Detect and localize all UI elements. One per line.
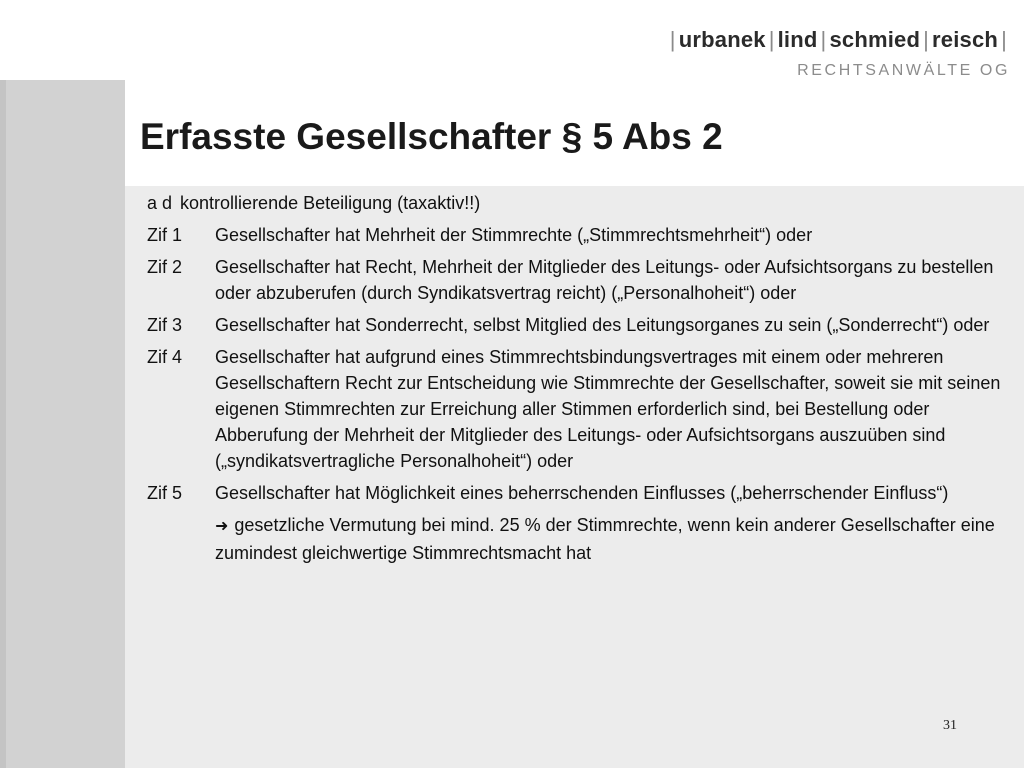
logo-separator: | (669, 27, 676, 52)
item-text: Gesellschafter hat Möglichkeit eines beherrschenden Einflusses („beherrschender Einfluss“) (215, 483, 949, 503)
logo-separator: | (820, 27, 827, 52)
intro-line (147, 190, 1017, 216)
list-item (147, 480, 1017, 506)
firm-logo (667, 27, 1010, 81)
left-decorative-strip (0, 80, 125, 768)
arrow-right-icon: ➜ (215, 518, 229, 535)
intro-prefix: a d (147, 193, 173, 213)
logo-subtitle: RECHTSANWÄLTE OG (797, 62, 1010, 79)
logo-name-lind: lind (777, 27, 818, 52)
item-label: Zif 4 (147, 347, 183, 367)
list-item (147, 254, 1017, 306)
list-item (147, 344, 1017, 474)
left-decorative-edge (0, 80, 6, 768)
logo-names (667, 27, 1010, 53)
list-item (147, 312, 1017, 338)
slide-body (147, 190, 1017, 566)
page-number: 31 (943, 718, 957, 733)
slide-title: Erfasste Gesellschafter § 5 Abs 2 (140, 116, 723, 157)
presumption-note (147, 512, 1017, 566)
item-label: Zif 5 (147, 483, 183, 503)
logo-separator: | (1001, 27, 1007, 52)
item-text: Gesellschafter hat Sonderrecht, selbst Mitglied des Leitungsorganes zu sein („Sonderrecht“) oder (215, 315, 990, 335)
logo-separator: | (768, 27, 775, 52)
logo-separator: | (923, 27, 930, 52)
intro-text: kontrollierende Beteiligung (taxaktiv!!) (180, 193, 481, 213)
logo-name-urbanek: urbanek (678, 27, 766, 52)
note-text: gesetzliche Vermutung bei mind. 25 % der Stimmrechte, wenn kein anderer Gesellschafter eine zumindest gleichwertige Stimmrechtsmacht hat (215, 515, 995, 563)
logo-name-reisch: reisch (932, 27, 999, 52)
item-text: Gesellschafter hat Mehrheit der Stimmrechte („Stimmrechtsmehrheit“) oder (215, 225, 813, 245)
item-text: Gesellschafter hat Recht, Mehrheit der Mitglieder des Leitungs- oder Aufsichtsorgans zu bestellen oder abzuberufen (durch Syndikatsvertrag reicht) („Personalhoheit“) oder (215, 257, 994, 303)
list-item (147, 222, 1017, 248)
item-text: Gesellschafter hat aufgrund eines Stimmrechtsbindungsvertrages mit einem oder mehreren Gesellschaftern Recht zur Entscheidung wie Stimmrechte der Gesellschafter, soweit sie mit seinen eigenen Stimmrechten zur Erreichung aller Stimmen erforderlich sind, bei Bestellung oder Abberufung der Mehrheit der Mitglieder des Leitungs- oder Aufsichtsorgans auszuüben sind („syndikatsvertragliche Personalhoheit“) oder (215, 347, 1001, 471)
logo-name-schmied: schmied (829, 27, 921, 52)
item-label: Zif 3 (147, 315, 183, 335)
item-label: Zif 2 (147, 257, 183, 277)
item-label: Zif 1 (147, 225, 183, 245)
